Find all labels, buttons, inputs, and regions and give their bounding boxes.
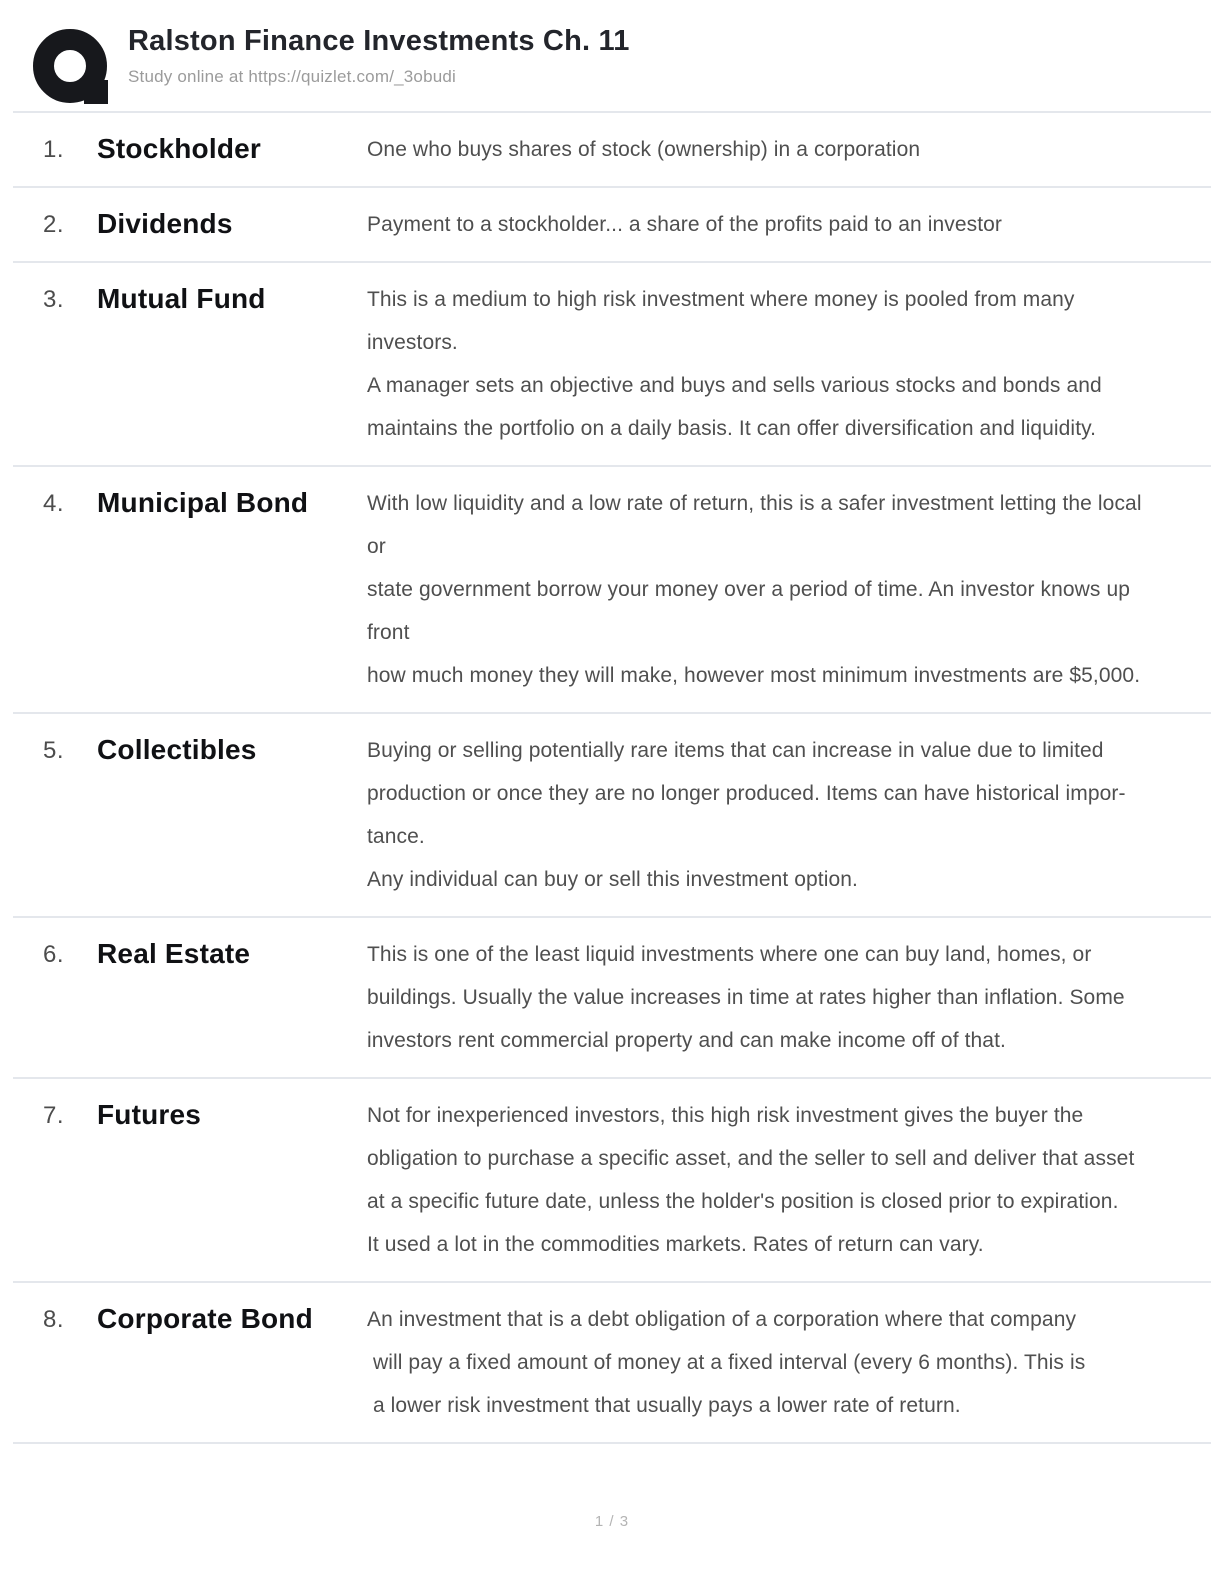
- term-definition: [367, 1094, 1169, 1266]
- term-label: Stockholder: [97, 133, 262, 164]
- study-online-link[interactable]: Study online at https://quizlet.com/_3obudi: [128, 67, 457, 86]
- definition-line: A manager sets an objective and buys and sells various stocks and bonds and: [367, 374, 1102, 397]
- quizlet-q-logo-icon: [33, 29, 112, 107]
- definition-line: front: [367, 621, 410, 644]
- term-row: [13, 113, 1211, 188]
- term-number: 3.: [43, 286, 65, 313]
- term-label: Real Estate: [97, 938, 251, 969]
- definition-line: It used a lot in the commodities markets. Rates of return can vary.: [367, 1233, 984, 1256]
- definition-line: production or once they are no longer produced. Items can have historical impor-: [367, 782, 1126, 805]
- definition-line: buildings. Usually the value increases in time at rates higher than inflation. Some: [367, 986, 1125, 1009]
- definition-line: investors.: [367, 331, 458, 354]
- header-text: [128, 24, 630, 87]
- page-indicator: 1 / 3: [594, 1513, 630, 1530]
- definition-line: Buying or selling potentially rare items that can increase in value due to limited: [367, 739, 1104, 762]
- definition-line: maintains the portfolio on a daily basis. It can offer diversification and liquidity.: [367, 417, 1097, 440]
- definition-line: state government borrow your money over a period of time. An investor knows up: [367, 578, 1131, 601]
- page-footer: [0, 1513, 1224, 1530]
- term-number: 2.: [43, 211, 65, 238]
- term-row: [13, 918, 1211, 1079]
- term-number: 5.: [43, 737, 65, 764]
- term-row: [13, 1283, 1211, 1444]
- term-number: 4.: [43, 490, 65, 517]
- definition-line: tance.: [367, 825, 425, 848]
- term-row: [13, 467, 1211, 714]
- page-title: Ralston Finance Investments Ch. 11: [128, 25, 630, 57]
- term-row: [13, 1079, 1211, 1283]
- definition-line: Any individual can buy or sell this investment option.: [367, 868, 858, 891]
- term-definition: [367, 933, 1169, 1062]
- term-label: Collectibles: [97, 734, 257, 765]
- definition-line: or: [367, 535, 386, 558]
- term-definition: [367, 203, 1169, 246]
- terms-list: [13, 113, 1211, 1444]
- term-number: 6.: [43, 941, 65, 968]
- term-row: [13, 714, 1211, 918]
- term-label: Mutual Fund: [97, 283, 266, 314]
- definition-line: One who buys shares of stock (ownership) in a corporation: [367, 138, 921, 161]
- term-number: 7.: [43, 1102, 65, 1129]
- term-row: [13, 188, 1211, 263]
- definition-line: This is one of the least liquid investments where one can buy land, homes, or: [367, 943, 1092, 966]
- term-number: 8.: [43, 1306, 65, 1333]
- page-header: [13, 0, 1211, 113]
- term-row: [13, 263, 1211, 467]
- term-label: Corporate Bond: [97, 1303, 313, 1334]
- definition-line: will pay a fixed amount of money at a fixed interval (every 6 months). This is: [367, 1351, 1086, 1374]
- definition-line: With low liquidity and a low rate of return, this is a safer investment letting the local: [367, 492, 1142, 515]
- term-definition: [367, 482, 1169, 697]
- definition-line: investors rent commercial property and can make income off of that.: [367, 1029, 1006, 1052]
- term-definition: [367, 1298, 1169, 1427]
- definition-line: Not for inexperienced investors, this high risk investment gives the buyer the: [367, 1104, 1084, 1127]
- definition-line: a lower risk investment that usually pays a lower rate of return.: [367, 1394, 961, 1417]
- term-definition: [367, 729, 1169, 901]
- definition-line: at a specific future date, unless the holder's position is closed prior to expiration.: [367, 1190, 1119, 1213]
- definition-line: obligation to purchase a specific asset, and the seller to sell and deliver that asset: [367, 1147, 1135, 1170]
- term-number: 1.: [43, 136, 65, 163]
- term-label: Municipal Bond: [97, 487, 309, 518]
- definition-line: An investment that is a debt obligation of a corporation where that company: [367, 1308, 1077, 1331]
- term-label: Futures: [97, 1099, 202, 1130]
- term-label: Dividends: [97, 208, 233, 239]
- term-definition: [367, 278, 1169, 450]
- definition-line: Payment to a stockholder... a share of the profits paid to an investor: [367, 213, 1003, 236]
- definition-line: how much money they will make, however most minimum investments are $5,000.: [367, 664, 1141, 687]
- term-definition: [367, 128, 1169, 171]
- definition-line: This is a medium to high risk investment where money is pooled from many: [367, 288, 1075, 311]
